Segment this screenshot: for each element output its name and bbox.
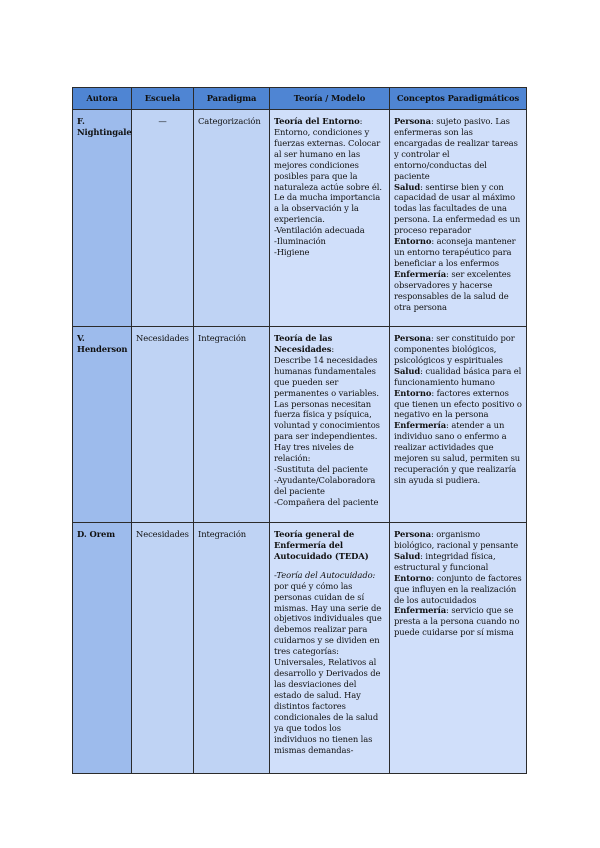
concept-text: : sujeto pasivo. Las enfermeras son las encargadas de realizar tareas y controlar el entorno/conductas del paciente [394,116,518,181]
theory-title: Teoría de las Necesidades [274,333,333,354]
paradigm-cell: Integración [194,523,270,774]
theory-body: Describe 14 necesidades humanas fundamentales que pueden ser permanentes o variables. Las personas necesitan fuerza física y psíquica, voluntad y conocimientos para ser independientes. Hay tres niveles de relación: [274,354,380,464]
theory-cell [270,110,390,327]
spacer [274,562,385,570]
concept-text: : factores externos que tienen un efecto positivo o negativo en la persona [394,387,522,420]
theory-item: -Sustituta del paciente [274,464,368,475]
concept-entry [394,269,522,313]
concept-text: : organismo biológico, racional y pensante [394,529,519,550]
theory-title: Teoría general de Enfermería del Autocuidado (TEDA) [274,529,369,561]
table-row [73,110,527,327]
concept-entry [394,182,522,237]
concept-entry [394,236,522,269]
school-cell: — [132,110,194,327]
paradigm-cell: Categorización [194,110,270,327]
author-cell: F. Nightingale [73,110,132,327]
header-theory: Teoría / Modelo [270,88,390,110]
table-row [73,327,527,523]
theory-item: -Higiene [274,247,310,258]
concept-term: Enfermería [394,420,447,431]
theory-body: por qué y cómo las personas cuidan de sí mismas. Hay una serie de objetivos individuales que debemos realizar para cuidarnos y se dividen en tres categorías: Universales, Relativos al desarrollo y Derivados de las desviaciones del estado de salud. Hay distintos factores condicionales de la salud ya que todos los individuos no tienen las mismas demandas- [274,580,382,755]
concept-term: Salud [394,365,421,376]
theory-cell [270,523,390,774]
school-cell: Necesidades [132,327,194,523]
concept-term: Enfermería [394,268,447,279]
concepts-cell [390,110,527,327]
concept-entry [394,605,522,638]
concept-term: Enfermería [394,605,447,616]
theory-title-suffix: : [331,343,335,354]
concept-entry [394,333,522,366]
concept-term: Persona [394,333,431,343]
concept-entry [394,551,522,573]
concepts-cell [390,523,527,774]
concept-text: : cualidad básica para el funcionamiento humano [394,365,522,387]
theory-item: -Ventilación adecuada [274,225,365,236]
author-cell: D. Orem [73,523,132,774]
header-concepts: Conceptos Paradigmáticos [390,88,527,110]
concept-text: : conjunto de factores que influyen en la realización de los autocuidados [394,572,522,605]
concept-term: Entorno [394,572,432,583]
theory-title-suffix: : [359,116,363,126]
concept-text: : servicio que se presta a la persona cuando no puede cuidarse por sí misma [394,605,520,638]
concept-entry [394,420,522,486]
concept-term: Persona [394,116,431,126]
theory-body: Entorno, condiciones y fuerzas externas. Colocar al ser humano en las mejores condiciones posibles para que la naturaleza actúe sobre él. Le da mucha importancia a la observación y la experiencia. [274,126,382,225]
concept-entry [394,388,522,421]
theory-item: -Compañera del paciente [274,496,379,507]
school-cell: Necesidades [132,523,194,774]
theory-item: -Ayudante/Colaboradora del paciente [274,474,376,496]
concept-entry [394,116,522,182]
concept-text: : ser constituido por componentes biológicos, psicológicos y espirituales [394,333,515,365]
nursing-theories-table [72,87,527,774]
paradigm-cell: Integración [194,327,270,523]
concept-text: : atender a un individuo sano o enfermo a realizar actividades que mejoren su salud, permiten su recuperación y que realizaría sin ayuda si pudiera. [394,420,521,485]
theory-cell [270,327,390,523]
concept-text: : aconseja mantener un entorno terapéutico para beneficiar a los enfermos [394,236,516,268]
header-school: Escuela [132,88,194,110]
concept-term: Entorno [394,236,432,247]
table-row [73,523,527,774]
concept-term: Salud [394,181,421,192]
author-cell: V. Henderson [73,327,132,523]
concept-entry [394,366,522,388]
concept-text: : ser excelentes observadores y hacerse responsables de la salud de otra persona [394,268,511,312]
concept-text: : sentirse bien y con capacidad de usar al máximo todas las facultades de una persona. La enfermedad es un proceso reparador [394,181,521,236]
concept-entry [394,573,522,606]
concept-term: Persona [394,529,431,539]
table-header-row [73,88,527,110]
header-author: Autora [73,88,132,110]
theory-subtitle: -Teoría del Autocuidado: [274,569,376,580]
header-paradigm: Paradigma [194,88,270,110]
concept-term: Entorno [394,387,432,398]
theory-title: Teoría del Entorno [274,116,360,126]
concepts-cell [390,327,527,523]
concept-term: Salud [394,550,421,561]
theory-item: -Iluminación [274,236,326,247]
concept-text: : integridad física, estructural y funcional [394,550,496,572]
concept-entry [394,529,522,551]
